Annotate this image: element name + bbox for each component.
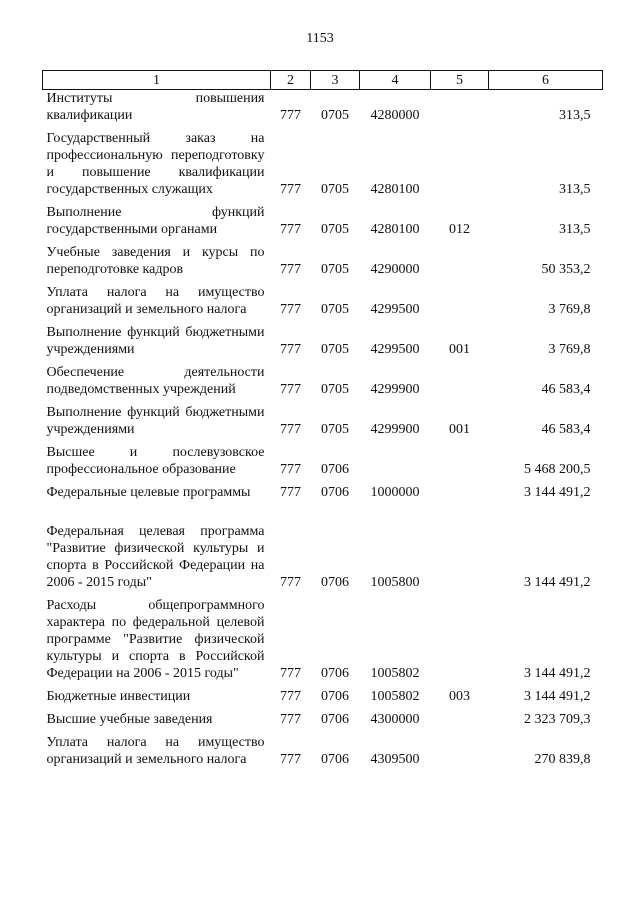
- table-row: [43, 398, 603, 438]
- row-col-6: 3 769,8: [548, 342, 591, 357]
- row-col-2: 777: [280, 182, 301, 197]
- row-col-4: 4300000: [370, 712, 420, 727]
- row-col-2: 777: [280, 382, 301, 397]
- row-name: Бюджетные инвестиции: [46, 689, 191, 704]
- row-col-4: 1005802: [370, 689, 420, 704]
- row-col-4: 4299900: [370, 422, 420, 437]
- row-col-4: 4280000: [370, 108, 420, 123]
- row-col-5: [431, 478, 489, 501]
- row-col-6: 50 353,2: [541, 262, 591, 277]
- table-row: [43, 90, 603, 125]
- row-name: Высшие учебные заведения: [46, 712, 213, 727]
- row-col-3: 0706: [321, 462, 349, 477]
- table-row: [43, 124, 603, 198]
- row-col-2: 777: [280, 752, 301, 767]
- row-col-6: 2 323 709,3: [524, 712, 591, 727]
- table-row: [43, 358, 603, 398]
- table-row: [43, 198, 603, 238]
- row-name: Высшее и послевузовское профессиональное образование: [46, 445, 265, 477]
- row-col-3: 0705: [321, 262, 349, 277]
- row-col-6: 3 769,8: [548, 302, 591, 317]
- row-col-4: 4299500: [370, 342, 420, 357]
- header-col-1: 1: [43, 71, 271, 90]
- row-col-2: 777: [280, 302, 301, 317]
- row-col-5: 001: [449, 342, 470, 357]
- row-col-5: [431, 501, 489, 591]
- row-name: Институты повышения квалификации: [46, 91, 265, 123]
- row-col-4: 4280100: [370, 182, 420, 197]
- table-row: [43, 318, 603, 358]
- row-col-2: 777: [280, 462, 301, 477]
- row-col-5: [431, 591, 489, 682]
- row-col-2: 777: [280, 575, 301, 590]
- row-name: Федеральные целевые программы: [46, 485, 251, 500]
- row-name: Государственный заказ на профессиональную переподготовку и повышение квалификации государственных служащих: [46, 131, 265, 197]
- row-name: Выполнение функций государственными органами: [46, 205, 265, 237]
- row-col-4: 4280100: [370, 222, 420, 237]
- row-col-2: 777: [280, 422, 301, 437]
- row-col-2: 777: [280, 108, 301, 123]
- row-col-6: 3 144 491,2: [524, 666, 591, 681]
- row-col-5: 012: [449, 222, 470, 237]
- table-row: [43, 682, 603, 705]
- header-row: [43, 71, 603, 90]
- table-row: [43, 238, 603, 278]
- row-col-4: 1005800: [370, 575, 420, 590]
- row-col-2: 777: [280, 712, 301, 727]
- table-row: [43, 438, 603, 478]
- row-col-6: 5 468 200,5: [524, 462, 591, 477]
- table-row: [43, 278, 603, 318]
- header-col-2: 2: [271, 71, 311, 90]
- row-col-6: 313,5: [559, 182, 591, 197]
- row-col-6: 270 839,8: [534, 752, 591, 767]
- table-row: [43, 591, 603, 682]
- row-col-6: 46 583,4: [541, 382, 591, 397]
- row-col-5: 001: [449, 422, 470, 437]
- table-row: [43, 501, 603, 591]
- row-col-5: [431, 124, 489, 198]
- row-col-2: 777: [280, 222, 301, 237]
- row-col-5: [431, 90, 489, 125]
- row-name: Выполнение функций бюджетными учреждениями: [46, 405, 265, 437]
- row-col-3: 0706: [321, 689, 349, 704]
- row-col-3: 0705: [321, 302, 349, 317]
- table-row: [43, 728, 603, 768]
- row-col-6: 3 144 491,2: [524, 689, 591, 704]
- row-col-6: 46 583,4: [541, 422, 591, 437]
- row-col-5: [431, 705, 489, 728]
- row-col-4: 1005802: [370, 666, 420, 681]
- row-col-4: 4299500: [370, 302, 420, 317]
- row-col-3: 0706: [321, 666, 349, 681]
- row-name: Уплата налога на имущество организаций и земельного налога: [46, 285, 265, 317]
- row-col-4: 4299900: [370, 382, 420, 397]
- row-col-5: [431, 278, 489, 318]
- row-col-3: 0705: [321, 108, 349, 123]
- table-body: [43, 90, 603, 769]
- row-col-3: 0705: [321, 382, 349, 397]
- row-name: Выполнение функций бюджетными учреждениями: [46, 325, 265, 357]
- row-col-3: 0705: [321, 222, 349, 237]
- row-col-4: 4290000: [370, 262, 420, 277]
- page-number: 1153: [306, 31, 334, 46]
- row-col-6: 3 144 491,2: [524, 575, 591, 590]
- row-col-3: 0706: [321, 752, 349, 767]
- row-col-3: 0705: [321, 422, 349, 437]
- header-col-6: 6: [489, 71, 603, 90]
- row-col-6: 313,5: [559, 108, 591, 123]
- row-col-6: 3 144 491,2: [524, 485, 591, 500]
- row-col-3: 0705: [321, 182, 349, 197]
- row-col-5: [431, 238, 489, 278]
- row-col-2: 777: [280, 342, 301, 357]
- row-col-2: 777: [280, 485, 301, 500]
- budget-table: [42, 70, 603, 768]
- header-col-4: 4: [360, 71, 431, 90]
- row-col-5: [431, 438, 489, 478]
- row-col-2: 777: [280, 689, 301, 704]
- header-col-5: 5: [431, 71, 489, 90]
- row-name: Расходы общепрограммного характера по федеральной целевой программе "Развитие физической культуры и спорта в Российской Федерации на 2006 - 2015 годы": [46, 598, 265, 681]
- row-col-4: [360, 438, 431, 478]
- table-row: [43, 705, 603, 728]
- row-name: Уплата налога на имущество организаций и земельного налога: [46, 735, 265, 767]
- table-header: [43, 71, 603, 90]
- row-name: Обеспечение деятельности подведомственных учреждений: [46, 365, 265, 397]
- row-col-4: 4309500: [370, 752, 420, 767]
- row-col-4: 1000000: [370, 485, 420, 500]
- row-col-5: [431, 728, 489, 768]
- row-col-3: 0706: [321, 485, 349, 500]
- row-col-3: 0706: [321, 712, 349, 727]
- row-name: Учебные заведения и курсы по переподготовке кадров: [46, 245, 265, 277]
- row-col-5: 003: [449, 689, 470, 704]
- row-col-3: 0706: [321, 575, 349, 590]
- row-col-3: 0705: [321, 342, 349, 357]
- row-col-2: 777: [280, 666, 301, 681]
- row-col-6: 313,5: [559, 222, 591, 237]
- row-col-2: 777: [280, 262, 301, 277]
- header-col-3: 3: [311, 71, 360, 90]
- row-col-5: [431, 358, 489, 398]
- row-name: Федеральная целевая программа "Развитие физической культуры и спорта в Российской Федерации на 2006 - 2015 годы": [46, 524, 265, 590]
- table-row: [43, 478, 603, 501]
